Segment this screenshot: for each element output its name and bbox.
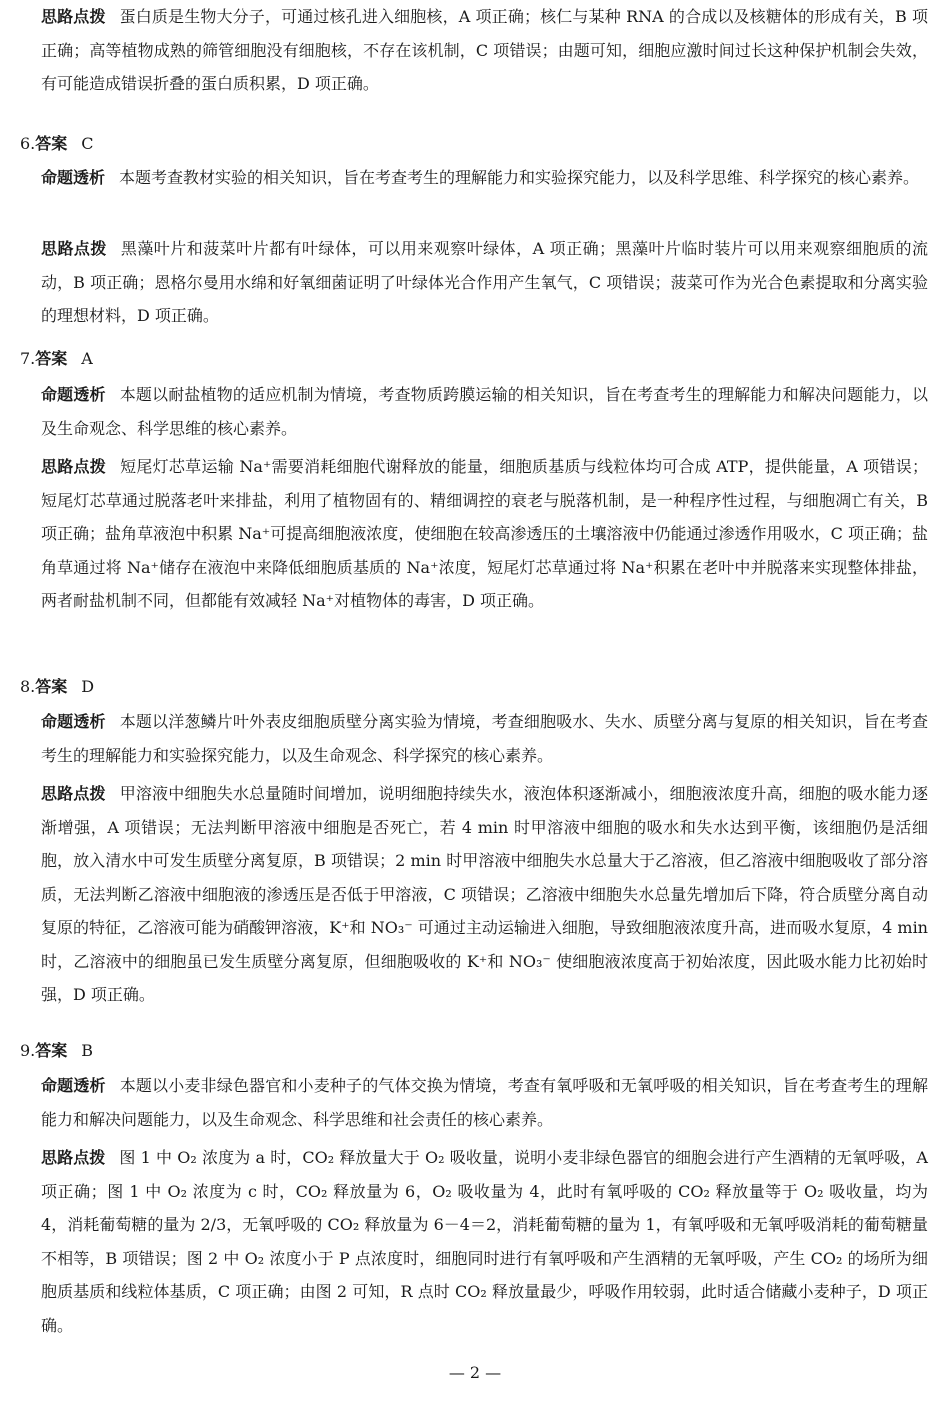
intent-paragraph-7 [41, 378, 928, 445]
analysis-paragraph-6 [41, 232, 928, 333]
answer-label: 答案 [35, 677, 68, 696]
analysis-text: 图 1 中 O₂ 浓度为 a 时，CO₂ 释放量大于 O₂ 吸收量，说明小麦非绿色器官的细胞会进行产生酒精的无氧呼吸，A 项正确；图 1 中 O₂ 浓度为 c 时，CO₂ 释放量为 6，O₂ 吸收量为 4，此时有氧呼吸的 CO₂ 释放量等于 O₂ 吸收量，均为 4，消耗葡萄糖的量为 2/3，无氧呼吸的 CO₂ 释放量为 6－4＝2，消耗葡萄糖的量为 1，有氧呼吸和无氧呼吸消耗的葡萄糖量不相等，B 项错误；图 2 中 O₂ 浓度小于 P 点浓度时，细胞同时进行有氧呼吸和产生酒精的无氧呼吸，产生 CO₂ 的场所为细胞质基质和线粒体基质，C 项正确；由图 2 可知，R 点时 CO₂ 释放量最少，呼吸作用较弱，此时适合储藏小麦种子，D 项正确。 [41, 1148, 928, 1335]
intent-text: 本题以耐盐植物的适应机制为情境，考查物质跨膜运输的相关知识，旨在考查考生的理解能力和解决问题能力，以及生命观念、科学思维的核心素养。 [41, 385, 928, 438]
analysis-text: 黑藻叶片和菠菜叶片都有叶绿体，可以用来观察叶绿体，A 项正确；黑藻叶片临时装片可以用来观察细胞质的流动，B 项正确；恩格尔曼用水绵和好氧细菌证明了叶绿体光合作用产生氧气，C 项错误；菠菜可作为光合色素提取和分离实验的理想材料，D 项正确。 [41, 239, 928, 325]
answer-letter: C [81, 134, 94, 153]
intent-text: 本题考查教材实验的相关知识，旨在考查考生的理解能力和实验探究能力，以及科学思维、科学探究的核心素养。 [119, 168, 920, 187]
analysis-label: 思路点拨 [41, 7, 106, 26]
intent-text: 本题以洋葱鳞片叶外表皮细胞质壁分离实验为情境，考查细胞吸水、失水、质壁分离与复原的相关知识，旨在考查考生的理解能力和实验探究能力，以及生命观念、科学探究的核心素养。 [41, 712, 928, 765]
answer-label: 答案 [35, 349, 68, 368]
analysis-paragraph-5 [41, 0, 928, 101]
analysis-text: 蛋白质是生物大分子，可通过核孔进入细胞核，A 项正确；核仁与某种 RNA 的合成以及核糖体的形成有关，B 项正确；高等植物成熟的筛管细胞没有细胞核，不存在该机制，C 项错误；由题可知，细胞应激时间过长这种保护机制会失效，有可能造成错误折叠的蛋白质积累，D 项正确。 [41, 7, 928, 93]
answer-letter: B [81, 1041, 94, 1060]
answer-letter: A [81, 349, 93, 368]
answer-line-7 [20, 342, 93, 376]
intent-paragraph-6 [41, 161, 928, 195]
answer-line-9 [20, 1034, 93, 1068]
analysis-label: 思路点拨 [41, 457, 107, 476]
analysis-paragraph-9 [41, 1141, 928, 1342]
answer-label: 答案 [35, 134, 68, 153]
intent-paragraph-8 [41, 705, 928, 772]
analysis-label: 思路点拨 [41, 1148, 106, 1167]
analysis-text: 短尾灯芯草运输 Na⁺需要消耗细胞代谢释放的能量，细胞质基质与线粒体均可合成 ATP，提供能量，A 项错误；短尾灯芯草通过脱落老叶来排盐，利用了植物固有的、精细调控的衰老与脱落机制，是一种程序性过程，与细胞凋亡有关，B 项正确；盐角草液泡中积累 Na⁺可提高细胞液浓度，使细胞在较高渗透压的土壤溶液中仍能通过渗透作用吸水，C 项正确；盐角草通过将 Na⁺储存在液泡中来降低细胞质基质的 Na⁺浓度，短尾灯芯草通过将 Na⁺积累在老叶中并脱落来实现整体排盐，两者耐盐机制不同，但都能有效减轻 Na⁺对植物体的毒害，D 项正确。 [41, 457, 928, 610]
answer-letter: D [81, 677, 95, 696]
intent-label: 命题透析 [41, 712, 106, 731]
analysis-label: 思路点拨 [41, 239, 107, 258]
intent-paragraph-9 [41, 1069, 928, 1136]
answer-line-6 [20, 127, 94, 161]
intent-label: 命题透析 [41, 385, 106, 404]
analysis-text: 甲溶液中细胞失水总量随时间增加，说明细胞持续失水，液泡体积逐渐减小，细胞液浓度升高，细胞的吸水能力逐渐增强，A 项错误；无法判断甲溶液中细胞是否死亡，若 4 min 时甲溶液中细胞的吸水和失水达到平衡，该细胞仍是活细胞，放入清水中可发生质壁分离复原，B 项错误；2 min 时甲溶液中细胞失水总量大于乙溶液，但乙溶液中细胞吸收了部分溶质，无法判断乙溶液中细胞液的渗透压是否低于甲溶液，C 项错误；乙溶液中细胞失水总量先增加后下降，符合质壁分离自动复原的特征，乙溶液可能为硝酸钾溶液，K⁺和 NO₃⁻ 可通过主动运输进入细胞，导致细胞液浓度升高，进而吸水复原，4 min 时，乙溶液中的细胞虽已发生质壁分离复原，但细胞吸收的 K⁺和 NO₃⁻ 使细胞液浓度高于初始浓度，因此吸水能力比初始时强，D 项正确。 [41, 784, 928, 1004]
question-number: 7. [20, 349, 36, 368]
question-number: 8. [20, 677, 36, 696]
intent-label: 命题透析 [41, 168, 106, 187]
analysis-paragraph-7 [41, 450, 928, 618]
question-number: 9. [20, 1041, 36, 1060]
answer-line-8 [20, 670, 94, 704]
intent-text: 本题以小麦非绿色器官和小麦种子的气体交换为情境，考查有氧呼吸和无氧呼吸的相关知识，旨在考查考生的理解能力和解决问题能力，以及生命观念、科学思维和社会责任的核心素养。 [41, 1076, 928, 1129]
question-number: 6. [20, 134, 36, 153]
answer-label: 答案 [35, 1041, 68, 1060]
analysis-label: 思路点拨 [41, 784, 106, 803]
analysis-paragraph-8 [41, 777, 928, 1012]
intent-label: 命题透析 [41, 1076, 106, 1095]
page-number: — 2 — [448, 1363, 502, 1382]
